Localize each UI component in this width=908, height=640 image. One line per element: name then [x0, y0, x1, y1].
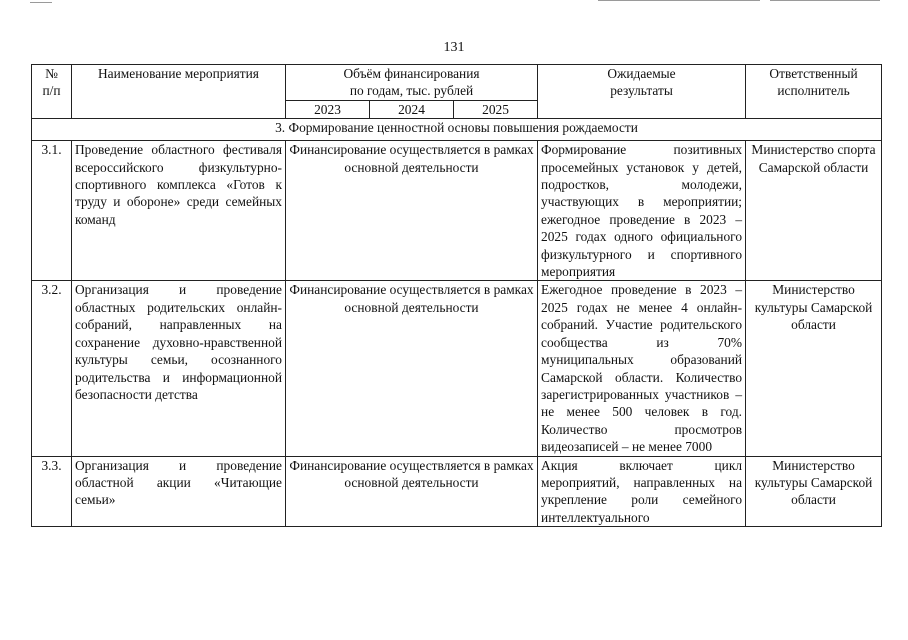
row-results: Акция включает цикл мероприятий, направленных на укрепление роли семейного интеллектуального: [538, 456, 746, 527]
row-funding: Финансирование осуществляется в рамках основной деятельности: [286, 141, 538, 281]
row-executor: Министерство культуры Самарской области: [746, 456, 882, 527]
row-name: Организация и проведение областных родительских онлайн-собраний, направленных на сохранение духовно-нравственной культуры семьи, осознанного родительства и информационной безопасности детства: [72, 281, 286, 456]
row-number: 3.1.: [32, 141, 72, 281]
header-name: Наименование мероприятия: [72, 65, 286, 119]
section-row: [32, 119, 882, 141]
row-name: Организация и проведение областной акции «Читающие семьи»: [72, 456, 286, 527]
row-executor: Министерство спорта Самарской области: [746, 141, 882, 281]
table-row: [32, 141, 882, 281]
row-results: Формирование позитивных просемейных установок у детей, подростков, молодежи, участвующих в мероприятии; ежегодное проведение в 2023 – 2025 годах одного официального физкультурного и спортивного мероприятия: [538, 141, 746, 281]
table-row: [32, 281, 882, 456]
page-number: 131: [443, 40, 465, 55]
row-name: Проведение областного фестиваля всероссийского физкультурно-спортивного комплекса «Готов к труду и обороне» среди семейных команд: [72, 141, 286, 281]
row-funding: Финансирование осуществляется в рамках основной деятельности: [286, 281, 538, 456]
header-year-2023: 2023: [286, 100, 370, 118]
row-number: 3.3.: [32, 456, 72, 527]
table-row: [32, 456, 882, 527]
header-executor: Ответственный исполнитель: [746, 65, 882, 119]
section-title: 3. Формирование ценностной основы повышения рождаемости: [32, 119, 882, 141]
row-funding: Финансирование осуществляется в рамках основной деятельности: [286, 456, 538, 527]
header-funding: Объём финансирования по годам, тыс. рублей: [286, 65, 538, 101]
scan-artifact-left: [30, 2, 52, 3]
header-results: Ожидаемые результаты: [538, 65, 746, 119]
header-num: № п/п: [32, 65, 72, 119]
row-executor: Министерство культуры Самарской области: [746, 281, 882, 456]
header-year-2025: 2025: [454, 100, 538, 118]
scan-artifact-right: [598, 0, 760, 1]
scan-artifact-right-2: [770, 0, 880, 1]
table-header-row: [32, 65, 882, 101]
activities-table: [31, 64, 882, 527]
row-number: 3.2.: [32, 281, 72, 456]
row-results: Ежегодное проведение в 2023 – 2025 годах не менее 4 онлайн-собраний. Участие родительского сообщества из 70% муниципальных образований Самарской области. Количество зарегистрированных участников – не менее 500 человек в год. Количество просмотров видеозаписей – не менее 7000: [538, 281, 746, 456]
header-year-2024: 2024: [370, 100, 454, 118]
